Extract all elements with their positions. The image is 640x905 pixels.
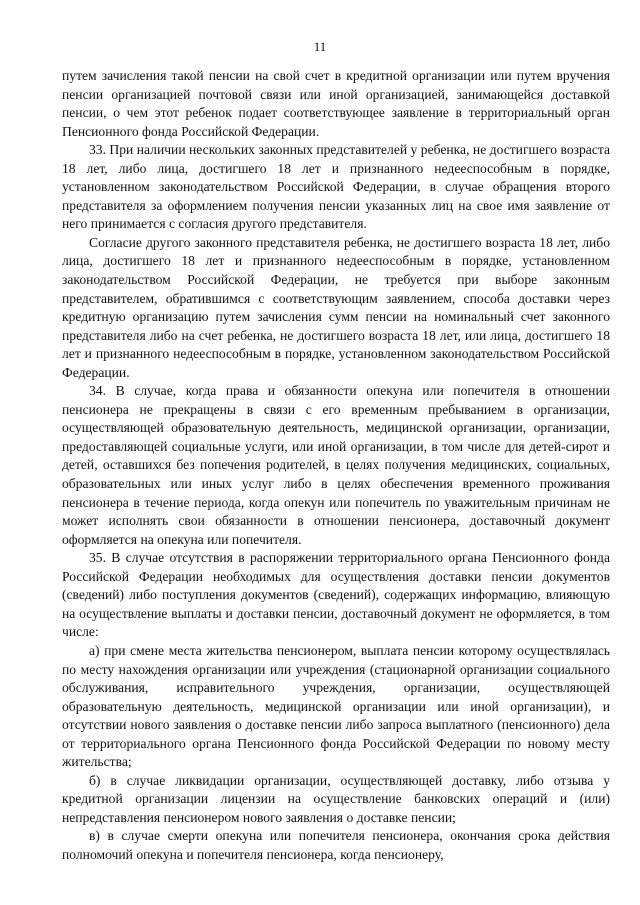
paragraph-clause-34: 34. В случае, когда права и обязанности опекуна или попечителя в отношении пенсионера не прекращены в связи с его временным пребыванием в организации, осуществляющей образовательную деятельность, медицинской организации, организации, предоставляющей социальные услуги, или иной организации, в том числе для детей-сирот и детей, оставшихся без попечения родителей, в целях получения медицинских, социальных, образовательных или иных услуг либо в целях обеспечения временного проживания пенсионера в течение периода, когда опекун или попечитель по уважительным причинам не может исполнять свои обязанности в отношении пенсионера, доставочный документ оформляется на опекуна или попечителя. (62, 383, 610, 547)
page-number: 11 (313, 39, 327, 54)
paragraph-item-a: а) при смене места жительства пенсионером, выплата пенсии которому осуществлялась по месту нахождения организации или учреждения (стационарной организации социального обслуживания, исправительного учреждения, организации, осуществляющей образовательную деятельность, медицинской организации или иной организации), и отсутствии нового заявления о доставке пенсии либо запроса выплатного (пенсионного) дела от территориального органа Пенсионного фонда Российской Федерации по новому месту жительства; (62, 642, 610, 770)
paragraph-continuation: путем зачисления такой пенсии на свой счет в кредитной организации или путем вручения пенсии организацией почтовой связи или иной организацией, занимающейся доставкой пенсии, о чем этот ребенок подает соответствующее заявление в территориальный орган Пенсионного фонда Российской Федерации. (62, 68, 610, 139)
paragraph-item-b: б) в случае ликвидации организации, осуществляющей доставку, либо отзыва у кредитной организации лицензии на осуществление банковских операций и (или) непредставления пенсионером нового заявления о доставке пенсии; (62, 772, 610, 825)
paragraph-item-v: в) в случае смерти опекуна или попечителя пенсионера, окончания срока действия полномочий опекуна и попечителя пенсионера, когда пенсионеру, (62, 828, 610, 862)
paragraph-clause-35: 35. В случае отсутствия в распоряжении территориального органа Пенсионного фонда Российской Федерации необходимых для осуществления доставки пенсии документов (сведений) либо поступления документов (сведений), содержащих информацию, влияющую на осуществление выплаты и доставки пенсии, доставочный документ не оформляется, в том числе: (62, 550, 610, 640)
paragraph-clause-33: 33. При наличии нескольких законных представителей у ребенка, не достигшего возраста 18 лет, либо лица, достигшего 18 лет и признанного недееспособным в порядке, установленном законодательством Российской Федерации, в случае обращения второго представителя за оформлением получения пенсии указанных лиц на свое имя заявление от него принимается с согласия другого представителя. (62, 142, 610, 232)
paragraph-consent: Согласие другого законного представителя ребенка, не достигшего возраста 18 лет, либо лица, достигшего 18 лет и признанного недееспособным в порядке, установленном законодательством Российской Федерации, не требуется при выборе законным представителем, обратившимся с соответствующим заявлением, способа доставки через кредитную организацию путем зачисления сумм пенсии на номинальный счет законного представителя либо на счет ребенка, не достигшего возраста 18 лет, или лица, достигшего 18 лет и признанного недееспособным в порядке, установленном законодательством Российской Федерации. (62, 234, 610, 380)
document-body (62, 67, 610, 865)
